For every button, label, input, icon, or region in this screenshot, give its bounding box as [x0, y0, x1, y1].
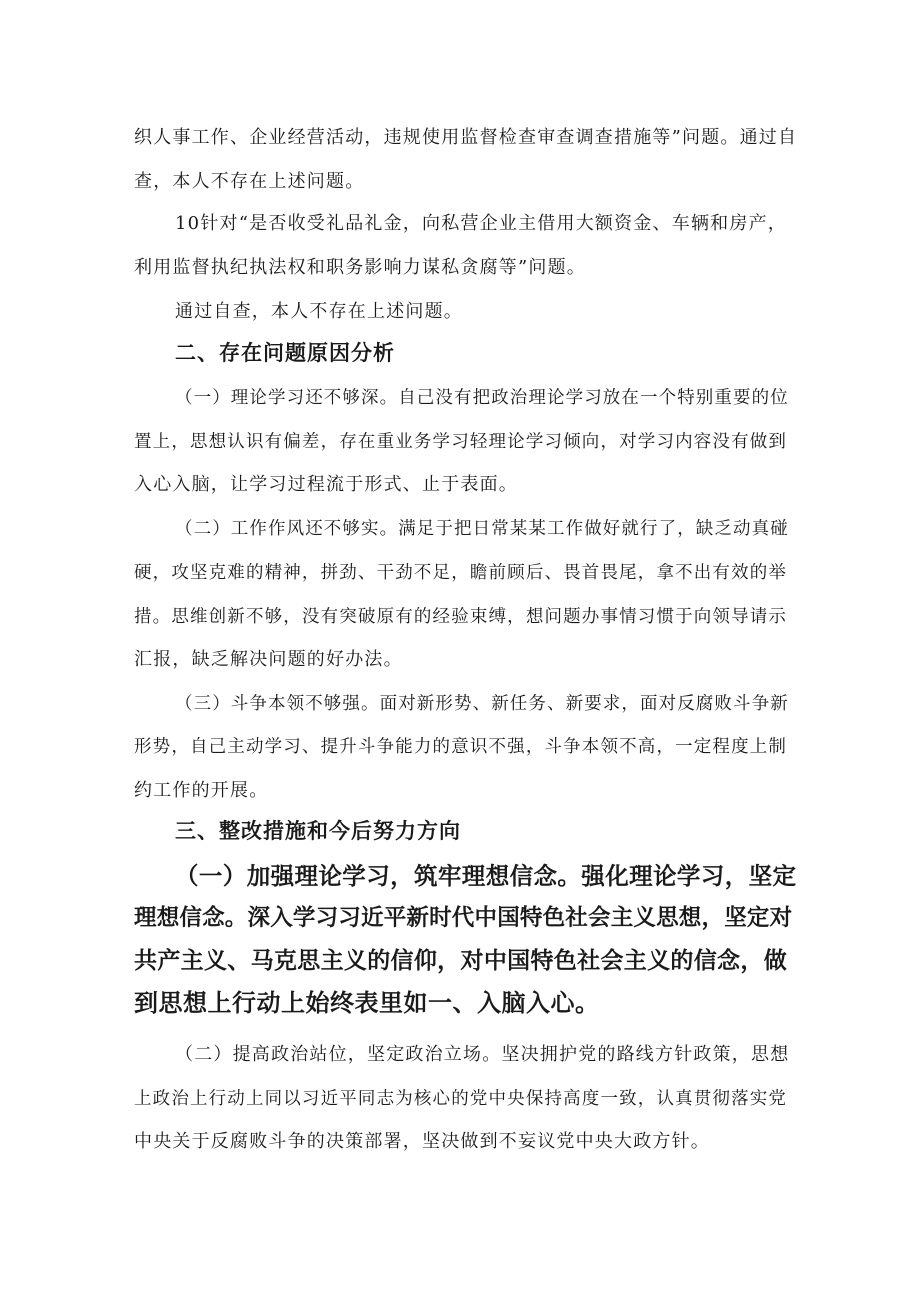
body-line: 上政治上行动上同以习近平同志为核心的党中央保持高度一致，认真贯彻落实党 [134, 1089, 787, 1109]
body-line: 形势，自己主动学习、提升斗争能力的意识不强，斗争本领不高，一定程度上制 [134, 737, 787, 757]
body-line: 汇报，缺乏解决问题的好办法。 [134, 649, 403, 670]
body-line: 查，本人不存在上述问题。 [134, 171, 365, 192]
body-line: （一）理论学习还不够深。自己没有把政治理论学习放在一个特别重要的位 [175, 388, 789, 408]
body-line: （二）工作作风还不够实。满足于把日常某某工作做好就行了，缺乏动真碰 [175, 519, 789, 539]
section-heading: 二、存在问题原因分析 [175, 341, 395, 365]
body-line: 利用监督执纪执法权和职务影响力谋私贪腐等”问题。 [134, 257, 586, 278]
body-line: 中央关于反腐败斗争的决策部署，坚决做到不妄议党中央大政方针。 [134, 1131, 710, 1152]
body-line: 硬，攻坚克难的精神，拼劲、干劲不足，瞻前顾后、畏首畏尾，拿不出有效的举 [134, 563, 787, 583]
body-line: （三）斗争本领不够强。面对新形势、新任务、新要求，面对反腐败斗争新 [175, 694, 789, 714]
body-line: 入心入脑，让学习过程流于形式、止于表面。 [134, 474, 518, 495]
body-line: 措。思维创新不够，没有突破原有的经验束缚，想问题办事情习惯于向领导请示 [134, 607, 787, 627]
section-heading: 三、整改措施和今后努力方向 [175, 819, 461, 843]
body-line: 通过自查，本人不存在上述问题。 [175, 301, 463, 322]
body-line: 10针对“是否收受礼品礼金，向私营企业主借用大额资金、车辆和房产， [175, 213, 787, 234]
emphasis-line: 到思想上行动上始终表里如一、入脑入心。 [134, 989, 600, 1017]
body-line: 置上，思想认识有偏差，存在重业务学习轻理论学习倾向，对学习内容没有做到 [134, 432, 787, 452]
body-line: 织人事工作、企业经营活动，违规使用监督检查审查调查措施等”问题。通过自 [134, 127, 798, 148]
body-line: （二）提高政治站位，坚定政治立场。坚决拥护党的路线方针政策，思想 [175, 1044, 790, 1065]
emphasis-line: 共产主义、马克思主义的信仰，对中国特色社会主义的信念，做 [134, 948, 787, 974]
body-line: 约工作的开展。 [134, 780, 269, 801]
emphasis-line: 理想信念。深入学习习近平新时代中国特色社会主义思想，坚定对 [134, 905, 793, 931]
emphasis-line: （一）加强理论学习，筑牢理想信念。强化理论学习，坚定 [175, 862, 797, 890]
